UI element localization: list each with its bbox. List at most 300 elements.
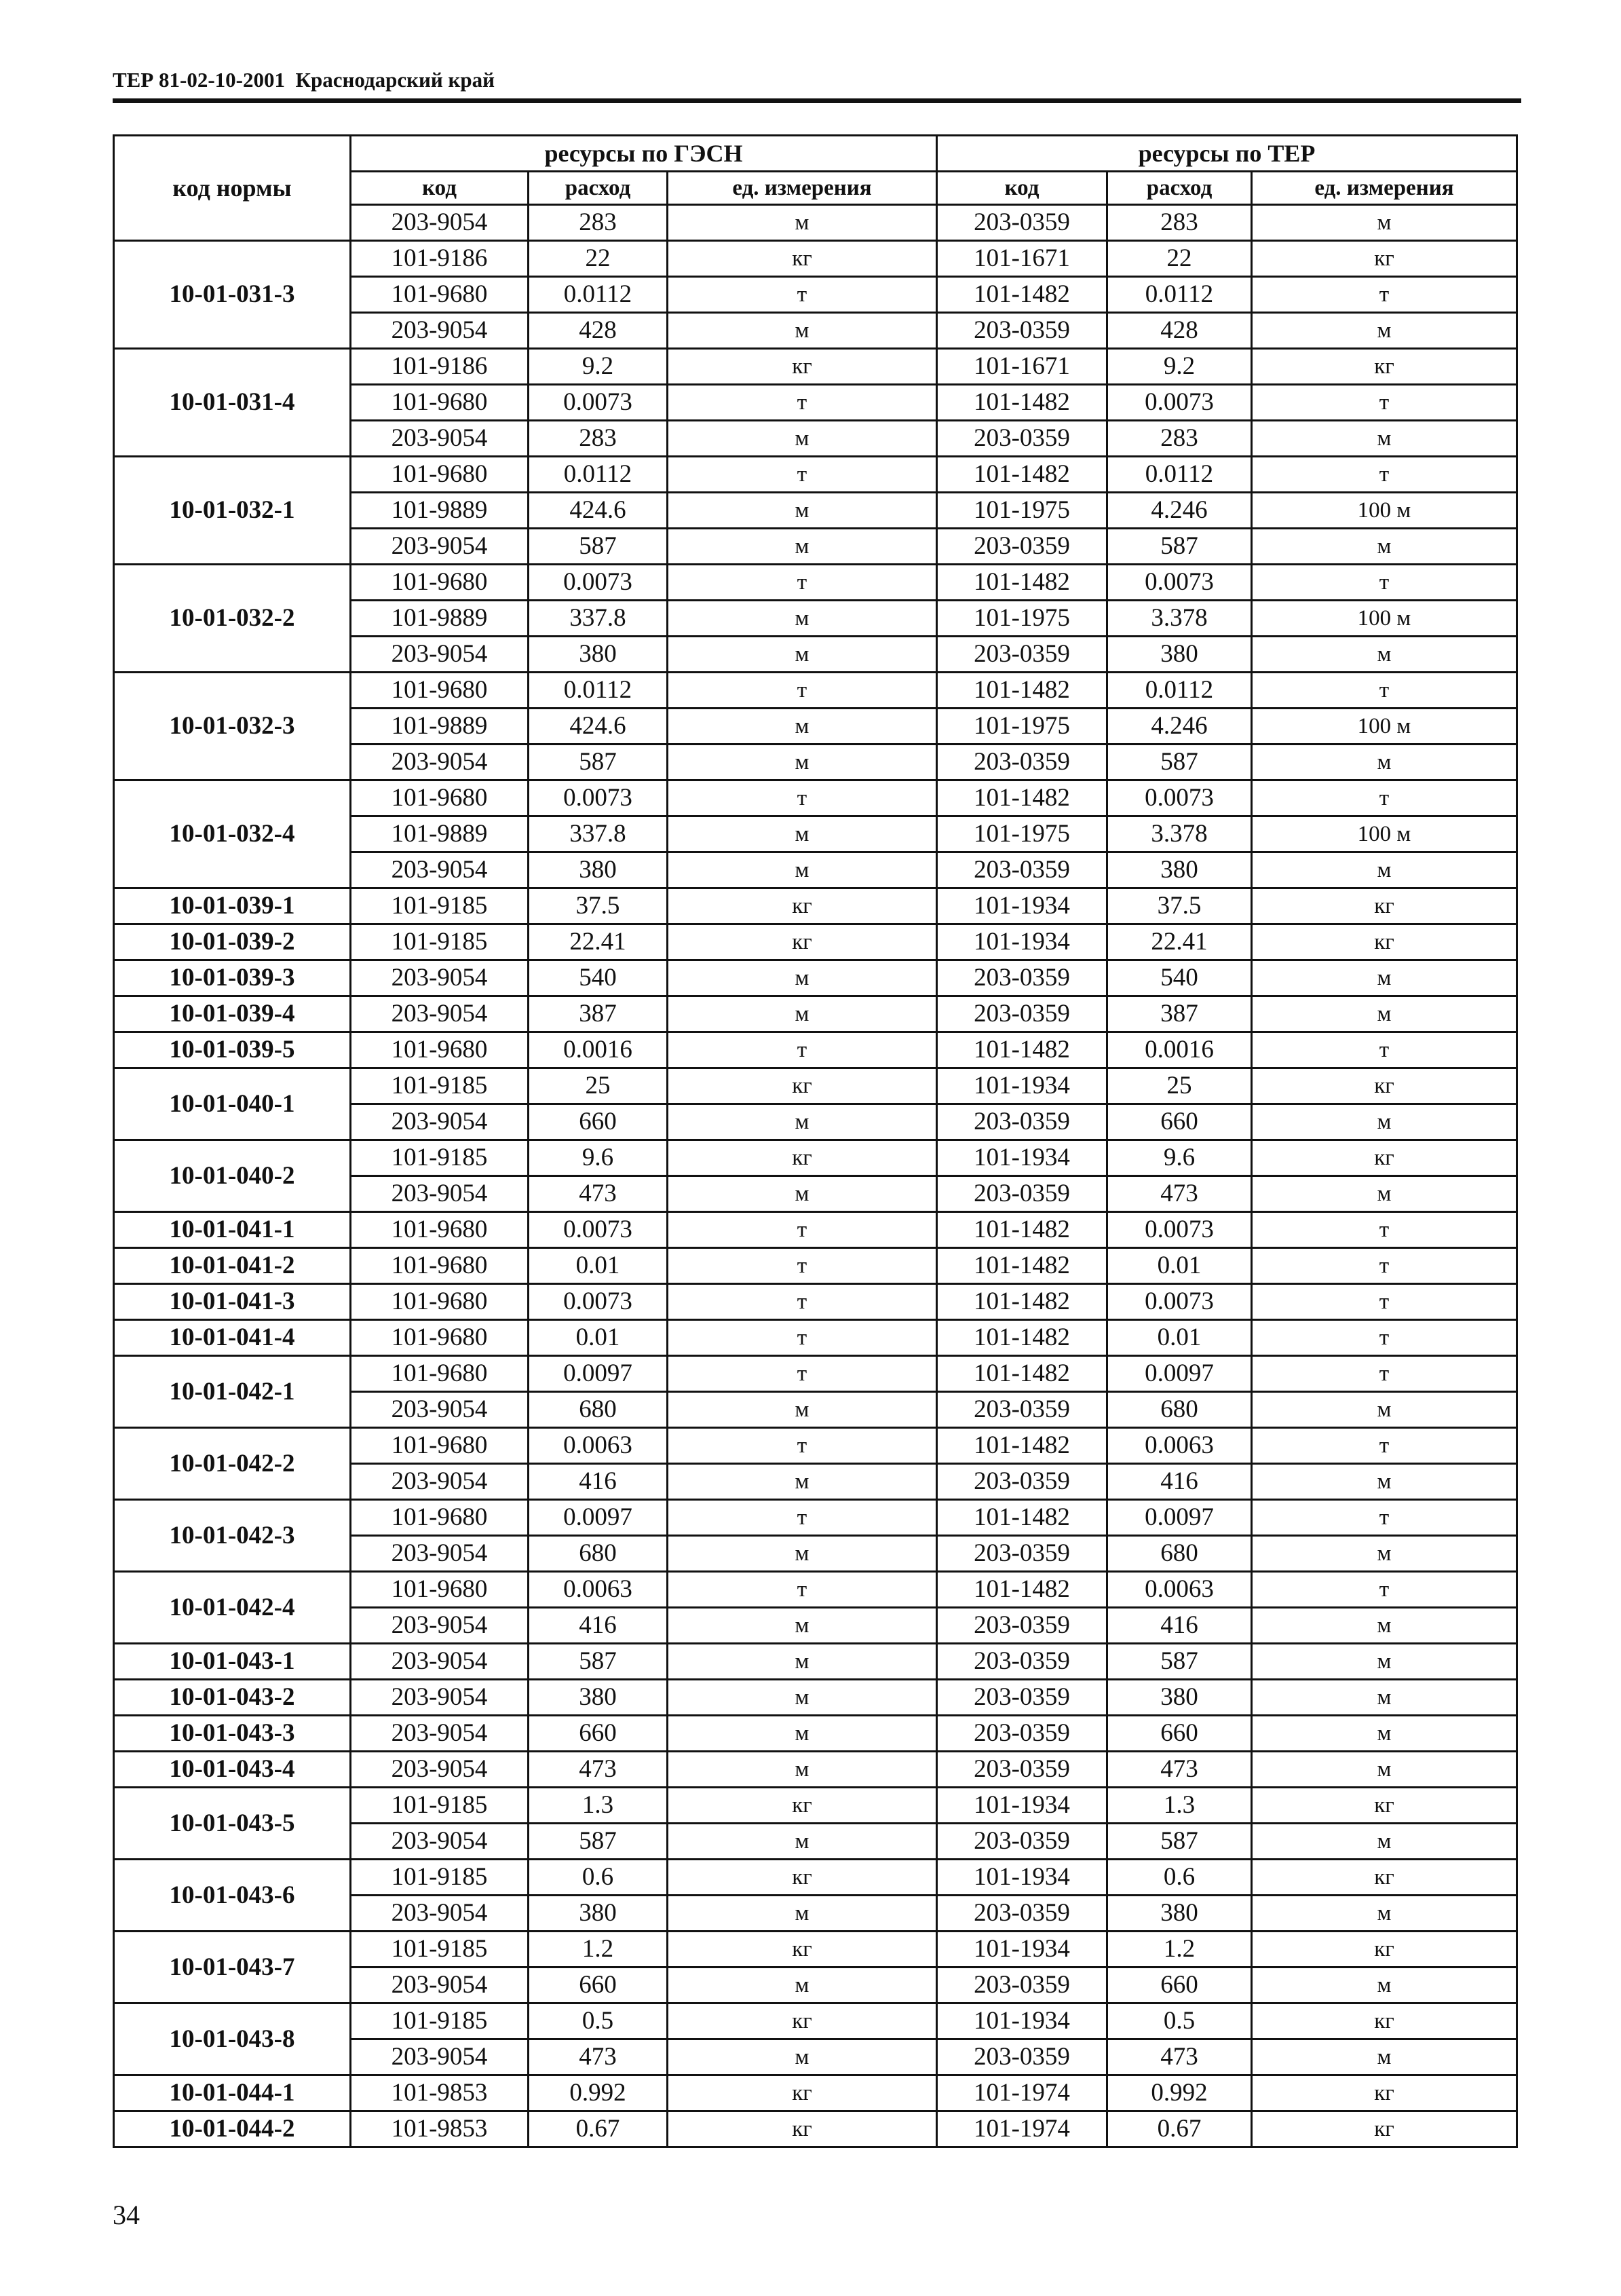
gesn-code-cell: 101-9185 bbox=[351, 1860, 529, 1896]
ter-code-cell: 101-1671 bbox=[937, 241, 1107, 277]
gesn-unit-cell: т bbox=[668, 457, 937, 493]
norm-code-cell: 10-01-032-1 bbox=[114, 457, 351, 565]
ter-amount-cell: 0.0112 bbox=[1107, 457, 1252, 493]
gesn-amount-cell: 380 bbox=[529, 852, 668, 888]
norm-code-cell: 10-01-032-2 bbox=[114, 565, 351, 673]
page-header-title: ТЕР 81-02-10-2001 Краснодарский край bbox=[113, 68, 495, 92]
norm-code-cell: 10-01-041-2 bbox=[114, 1248, 351, 1284]
gesn-amount-header: расход bbox=[529, 172, 668, 205]
gesn-amount-cell: 380 bbox=[529, 637, 668, 673]
norm-code-cell: 10-01-039-3 bbox=[114, 960, 351, 996]
ter-code-cell: 101-1482 bbox=[937, 673, 1107, 709]
ter-code-cell: 203-0359 bbox=[937, 852, 1107, 888]
norm-code-cell: 10-01-039-2 bbox=[114, 924, 351, 960]
ter-amount-cell: 387 bbox=[1107, 996, 1252, 1032]
ter-unit-cell: м bbox=[1252, 1104, 1517, 1140]
ter-unit-cell: кг bbox=[1252, 924, 1517, 960]
norm-code-cell: 10-01-043-7 bbox=[114, 1932, 351, 2003]
ter-unit-cell: 100 м bbox=[1252, 493, 1517, 529]
gesn-amount-cell: 0.0112 bbox=[529, 673, 668, 709]
table-row bbox=[114, 1284, 1517, 1320]
ter-code-cell: 203-0359 bbox=[937, 205, 1107, 241]
ter-code-cell: 203-0359 bbox=[937, 1824, 1107, 1860]
ter-amount-cell: 0.992 bbox=[1107, 2075, 1252, 2111]
gesn-amount-cell: 380 bbox=[529, 1680, 668, 1716]
ter-code-cell: 101-1482 bbox=[937, 277, 1107, 313]
ter-group-header: ресурсы по ТЕР bbox=[937, 136, 1517, 172]
gesn-amount-cell: 473 bbox=[529, 2039, 668, 2075]
gesn-amount-cell: 428 bbox=[529, 313, 668, 349]
gesn-amount-cell: 0.0073 bbox=[529, 565, 668, 601]
norm-code-header: код нормы bbox=[114, 136, 351, 241]
ter-amount-cell: 680 bbox=[1107, 1392, 1252, 1428]
gesn-amount-cell: 416 bbox=[529, 1608, 668, 1644]
ter-amount-cell: 9.2 bbox=[1107, 349, 1252, 385]
ter-amount-cell: 0.0073 bbox=[1107, 385, 1252, 421]
gesn-unit-cell: м bbox=[668, 745, 937, 780]
ter-amount-cell: 587 bbox=[1107, 529, 1252, 565]
gesn-code-cell: 203-9054 bbox=[351, 1392, 529, 1428]
ter-code-cell: 101-1482 bbox=[937, 1500, 1107, 1536]
gesn-unit-cell: м bbox=[668, 1896, 937, 1932]
ter-code-cell: 203-0359 bbox=[937, 1392, 1107, 1428]
gesn-amount-cell: 0.5 bbox=[529, 2003, 668, 2039]
gesn-unit-cell: м bbox=[668, 1464, 937, 1500]
gesn-unit-cell: м bbox=[668, 601, 937, 637]
ter-amount-cell: 428 bbox=[1107, 313, 1252, 349]
ter-amount-cell: 0.0073 bbox=[1107, 780, 1252, 816]
gesn-amount-cell: 0.0097 bbox=[529, 1356, 668, 1392]
gesn-unit-cell: т bbox=[668, 277, 937, 313]
ter-unit-cell: м bbox=[1252, 1680, 1517, 1716]
ter-amount-cell: 587 bbox=[1107, 745, 1252, 780]
gesn-amount-cell: 22 bbox=[529, 241, 668, 277]
gesn-unit-cell: кг bbox=[668, 888, 937, 924]
ter-code-cell: 101-1482 bbox=[937, 1356, 1107, 1392]
ter-amount-cell: 587 bbox=[1107, 1644, 1252, 1680]
ter-code-cell: 101-1934 bbox=[937, 1788, 1107, 1824]
ter-amount-cell: 0.5 bbox=[1107, 2003, 1252, 2039]
gesn-amount-cell: 424.6 bbox=[529, 709, 668, 745]
gesn-code-cell: 203-9054 bbox=[351, 996, 529, 1032]
ter-code-cell: 101-1975 bbox=[937, 601, 1107, 637]
ter-code-cell: 101-1934 bbox=[937, 1932, 1107, 1968]
ter-amount-cell: 680 bbox=[1107, 1536, 1252, 1572]
table-row bbox=[114, 1068, 1517, 1104]
ter-code-cell: 101-1934 bbox=[937, 2003, 1107, 2039]
gesn-amount-cell: 0.0063 bbox=[529, 1572, 668, 1608]
gesn-code-cell: 203-9054 bbox=[351, 205, 529, 241]
gesn-amount-cell: 0.0073 bbox=[529, 1212, 668, 1248]
ter-code-cell: 101-1974 bbox=[937, 2075, 1107, 2111]
gesn-amount-cell: 587 bbox=[529, 529, 668, 565]
gesn-amount-cell: 416 bbox=[529, 1464, 668, 1500]
table-head bbox=[114, 136, 1517, 241]
table-row bbox=[114, 1500, 1517, 1536]
gesn-unit-header: ед. измерения bbox=[668, 172, 937, 205]
gesn-unit-cell: м bbox=[668, 313, 937, 349]
ter-unit-cell: м bbox=[1252, 2039, 1517, 2075]
table-row bbox=[114, 1428, 1517, 1464]
ter-code-cell: 203-0359 bbox=[937, 996, 1107, 1032]
ter-amount-cell: 25 bbox=[1107, 1068, 1252, 1104]
table-row bbox=[114, 2111, 1517, 2147]
table-row bbox=[114, 996, 1517, 1032]
ter-amount-cell: 660 bbox=[1107, 1968, 1252, 2003]
gesn-unit-cell: т bbox=[668, 1428, 937, 1464]
gesn-amount-cell: 660 bbox=[529, 1104, 668, 1140]
gesn-unit-cell: кг bbox=[668, 924, 937, 960]
gesn-amount-cell: 424.6 bbox=[529, 493, 668, 529]
ter-unit-cell: м bbox=[1252, 205, 1517, 241]
gesn-amount-cell: 680 bbox=[529, 1392, 668, 1428]
ter-code-cell: 101-1975 bbox=[937, 816, 1107, 852]
ter-code-cell: 203-0359 bbox=[937, 1968, 1107, 2003]
table-row bbox=[114, 673, 1517, 709]
gesn-unit-cell: м bbox=[668, 1968, 937, 2003]
gesn-unit-cell: т bbox=[668, 1500, 937, 1536]
gesn-code-cell: 203-9054 bbox=[351, 637, 529, 673]
table-row bbox=[114, 565, 1517, 601]
ter-unit-cell: кг bbox=[1252, 1068, 1517, 1104]
gesn-unit-cell: м bbox=[668, 1752, 937, 1788]
ter-amount-cell: 0.0016 bbox=[1107, 1032, 1252, 1068]
ter-unit-cell: кг bbox=[1252, 2111, 1517, 2147]
gesn-code-cell: 101-9680 bbox=[351, 1572, 529, 1608]
ter-unit-cell: 100 м bbox=[1252, 816, 1517, 852]
ter-code-cell: 203-0359 bbox=[937, 313, 1107, 349]
ter-unit-cell: т bbox=[1252, 385, 1517, 421]
table-row bbox=[114, 1032, 1517, 1068]
gesn-amount-cell: 587 bbox=[529, 745, 668, 780]
table-row bbox=[114, 888, 1517, 924]
gesn-unit-cell: кг bbox=[668, 1140, 937, 1176]
gesn-amount-cell: 387 bbox=[529, 996, 668, 1032]
gesn-unit-cell: кг bbox=[668, 1068, 937, 1104]
ter-unit-cell: м bbox=[1252, 1896, 1517, 1932]
gesn-code-cell: 101-9185 bbox=[351, 1932, 529, 1968]
norm-code-cell: 10-01-042-3 bbox=[114, 1500, 351, 1572]
gesn-unit-cell: м bbox=[668, 1536, 937, 1572]
ter-unit-cell: м bbox=[1252, 1608, 1517, 1644]
gesn-unit-cell: кг bbox=[668, 2075, 937, 2111]
gesn-amount-cell: 337.8 bbox=[529, 816, 668, 852]
table-row bbox=[114, 349, 1517, 385]
table-row bbox=[114, 780, 1517, 816]
ter-amount-cell: 4.246 bbox=[1107, 493, 1252, 529]
gesn-amount-cell: 0.6 bbox=[529, 1860, 668, 1896]
ter-code-cell: 203-0359 bbox=[937, 1104, 1107, 1140]
ter-amount-cell: 0.0073 bbox=[1107, 1284, 1252, 1320]
ter-amount-cell: 9.6 bbox=[1107, 1140, 1252, 1176]
ter-code-cell: 203-0359 bbox=[937, 1896, 1107, 1932]
ter-amount-cell: 380 bbox=[1107, 852, 1252, 888]
ter-amount-cell: 1.2 bbox=[1107, 1932, 1252, 1968]
norm-code-cell: 10-01-044-1 bbox=[114, 2075, 351, 2111]
ter-unit-cell: м bbox=[1252, 1968, 1517, 2003]
ter-unit-cell: м bbox=[1252, 421, 1517, 457]
gesn-code-cell: 101-9680 bbox=[351, 1320, 529, 1356]
table-row bbox=[114, 2003, 1517, 2039]
ter-amount-cell: 37.5 bbox=[1107, 888, 1252, 924]
ter-unit-cell: т bbox=[1252, 1248, 1517, 1284]
ter-code-cell: 101-1934 bbox=[937, 924, 1107, 960]
ter-unit-cell: м bbox=[1252, 529, 1517, 565]
ter-unit-cell: м bbox=[1252, 1464, 1517, 1500]
gesn-amount-cell: 37.5 bbox=[529, 888, 668, 924]
ter-amount-cell: 0.0063 bbox=[1107, 1572, 1252, 1608]
table-row bbox=[114, 1356, 1517, 1392]
ter-amount-cell: 0.01 bbox=[1107, 1320, 1252, 1356]
ter-amount-cell: 283 bbox=[1107, 205, 1252, 241]
gesn-amount-cell: 473 bbox=[529, 1752, 668, 1788]
gesn-amount-cell: 0.67 bbox=[529, 2111, 668, 2147]
ter-code-cell: 101-1974 bbox=[937, 2111, 1107, 2147]
ter-amount-cell: 1.3 bbox=[1107, 1788, 1252, 1824]
norm-code-cell: 10-01-039-5 bbox=[114, 1032, 351, 1068]
ter-amount-cell: 380 bbox=[1107, 1896, 1252, 1932]
norm-code-cell: 10-01-040-2 bbox=[114, 1140, 351, 1212]
ter-code-cell: 203-0359 bbox=[937, 1644, 1107, 1680]
ter-code-cell: 101-1482 bbox=[937, 1032, 1107, 1068]
gesn-amount-cell: 9.2 bbox=[529, 349, 668, 385]
ter-unit-cell: т bbox=[1252, 1572, 1517, 1608]
gesn-code-cell: 203-9054 bbox=[351, 529, 529, 565]
ter-unit-cell: м bbox=[1252, 852, 1517, 888]
ter-code-cell: 203-0359 bbox=[937, 1536, 1107, 1572]
ter-amount-cell: 0.0073 bbox=[1107, 565, 1252, 601]
gesn-code-cell: 101-9680 bbox=[351, 1032, 529, 1068]
gesn-code-cell: 203-9054 bbox=[351, 1176, 529, 1212]
ter-unit-cell: 100 м bbox=[1252, 601, 1517, 637]
ter-code-cell: 203-0359 bbox=[937, 529, 1107, 565]
norm-code-cell: 10-01-043-8 bbox=[114, 2003, 351, 2075]
gesn-amount-cell: 22.41 bbox=[529, 924, 668, 960]
ter-amount-cell: 416 bbox=[1107, 1464, 1252, 1500]
gesn-amount-cell: 587 bbox=[529, 1824, 668, 1860]
norm-code-cell: 10-01-042-2 bbox=[114, 1428, 351, 1500]
gesn-unit-cell: м bbox=[668, 1716, 937, 1752]
ter-amount-cell: 22 bbox=[1107, 241, 1252, 277]
gesn-code-cell: 101-9680 bbox=[351, 385, 529, 421]
norm-code-cell: 10-01-032-3 bbox=[114, 673, 351, 780]
gesn-amount-cell: 0.0112 bbox=[529, 457, 668, 493]
ter-code-cell: 203-0359 bbox=[937, 421, 1107, 457]
ter-code-cell: 101-1482 bbox=[937, 565, 1107, 601]
gesn-unit-cell: м bbox=[668, 1608, 937, 1644]
ter-amount-cell: 416 bbox=[1107, 1608, 1252, 1644]
table-row bbox=[114, 1860, 1517, 1896]
gesn-code-cell: 203-9054 bbox=[351, 1680, 529, 1716]
gesn-code-cell: 203-9054 bbox=[351, 1464, 529, 1500]
gesn-code-cell: 203-9054 bbox=[351, 1968, 529, 2003]
ter-code-cell: 101-1482 bbox=[937, 1248, 1107, 1284]
gesn-unit-cell: м bbox=[668, 2039, 937, 2075]
table-row bbox=[114, 1248, 1517, 1284]
gesn-unit-cell: т bbox=[668, 385, 937, 421]
norm-code-cell: 10-01-043-5 bbox=[114, 1788, 351, 1860]
table-row bbox=[114, 1644, 1517, 1680]
ter-amount-cell: 660 bbox=[1107, 1716, 1252, 1752]
gesn-amount-cell: 0.01 bbox=[529, 1320, 668, 1356]
norm-code-cell: 10-01-044-2 bbox=[114, 2111, 351, 2147]
ter-amount-cell: 0.0097 bbox=[1107, 1356, 1252, 1392]
gesn-code-cell: 203-9054 bbox=[351, 421, 529, 457]
gesn-amount-cell: 380 bbox=[529, 1896, 668, 1932]
gesn-code-cell: 203-9054 bbox=[351, 2039, 529, 2075]
gesn-amount-cell: 0.992 bbox=[529, 2075, 668, 2111]
gesn-amount-cell: 0.0016 bbox=[529, 1032, 668, 1068]
ter-code-cell: 203-0359 bbox=[937, 2039, 1107, 2075]
gesn-unit-cell: кг bbox=[668, 1860, 937, 1896]
gesn-unit-cell: м bbox=[668, 637, 937, 673]
ter-unit-cell: т bbox=[1252, 1500, 1517, 1536]
ter-unit-cell: м bbox=[1252, 637, 1517, 673]
gesn-unit-cell: м bbox=[668, 493, 937, 529]
ter-code-cell: 203-0359 bbox=[937, 1464, 1107, 1500]
ter-code-cell: 203-0359 bbox=[937, 1608, 1107, 1644]
ter-code-cell: 203-0359 bbox=[937, 960, 1107, 996]
gesn-unit-cell: м bbox=[668, 1644, 937, 1680]
norm-code-cell: 10-01-040-1 bbox=[114, 1068, 351, 1140]
gesn-code-cell: 101-9680 bbox=[351, 1356, 529, 1392]
ter-unit-cell: м bbox=[1252, 960, 1517, 996]
gesn-code-cell: 101-9185 bbox=[351, 2003, 529, 2039]
ter-code-cell: 101-1482 bbox=[937, 780, 1107, 816]
norm-code-cell: 10-01-043-3 bbox=[114, 1716, 351, 1752]
gesn-code-cell: 101-9186 bbox=[351, 349, 529, 385]
ter-amount-cell: 3.378 bbox=[1107, 816, 1252, 852]
table-row bbox=[114, 1140, 1517, 1176]
gesn-amount-cell: 473 bbox=[529, 1176, 668, 1212]
ter-unit-cell: т bbox=[1252, 1212, 1517, 1248]
ter-unit-cell: кг bbox=[1252, 241, 1517, 277]
norm-code-cell: 10-01-043-6 bbox=[114, 1860, 351, 1932]
ter-unit-header: ед. измерения bbox=[1252, 172, 1517, 205]
table-row bbox=[114, 2075, 1517, 2111]
ter-code-cell: 101-1934 bbox=[937, 1860, 1107, 1896]
ter-code-cell: 203-0359 bbox=[937, 1176, 1107, 1212]
ter-code-cell: 101-1975 bbox=[937, 709, 1107, 745]
gesn-unit-cell: м bbox=[668, 709, 937, 745]
gesn-code-cell: 101-9680 bbox=[351, 565, 529, 601]
ter-unit-cell: м bbox=[1252, 1752, 1517, 1788]
table-row bbox=[114, 1320, 1517, 1356]
gesn-code-cell: 203-9054 bbox=[351, 852, 529, 888]
gesn-code-cell: 203-9054 bbox=[351, 313, 529, 349]
ter-amount-cell: 587 bbox=[1107, 1824, 1252, 1860]
gesn-amount-cell: 660 bbox=[529, 1968, 668, 2003]
ter-unit-cell: м bbox=[1252, 745, 1517, 780]
gesn-unit-cell: м bbox=[668, 960, 937, 996]
gesn-code-cell: 101-9185 bbox=[351, 1068, 529, 1104]
ter-amount-cell: 473 bbox=[1107, 1752, 1252, 1788]
ter-amount-cell: 473 bbox=[1107, 2039, 1252, 2075]
gesn-amount-cell: 0.0097 bbox=[529, 1500, 668, 1536]
gesn-unit-cell: м bbox=[668, 852, 937, 888]
ter-unit-cell: м bbox=[1252, 1392, 1517, 1428]
ter-unit-cell: т bbox=[1252, 780, 1517, 816]
gesn-amount-cell: 283 bbox=[529, 205, 668, 241]
ter-code-cell: 101-1482 bbox=[937, 1320, 1107, 1356]
gesn-code-cell: 101-9889 bbox=[351, 709, 529, 745]
gesn-code-cell: 101-9680 bbox=[351, 1500, 529, 1536]
ter-amount-cell: 4.246 bbox=[1107, 709, 1252, 745]
gesn-unit-cell: кг bbox=[668, 1932, 937, 1968]
ter-unit-cell: м bbox=[1252, 313, 1517, 349]
norm-code-cell: 10-01-039-4 bbox=[114, 996, 351, 1032]
gesn-unit-cell: т bbox=[668, 780, 937, 816]
norm-code-cell: 10-01-032-4 bbox=[114, 780, 351, 888]
table-row bbox=[114, 1716, 1517, 1752]
gesn-code-cell: 101-9680 bbox=[351, 1248, 529, 1284]
ter-amount-cell: 0.0063 bbox=[1107, 1428, 1252, 1464]
ter-unit-cell: т bbox=[1252, 1428, 1517, 1464]
ter-unit-cell: м bbox=[1252, 996, 1517, 1032]
gesn-code-cell: 203-9054 bbox=[351, 1608, 529, 1644]
table-row bbox=[114, 1932, 1517, 1968]
gesn-code-cell: 101-9680 bbox=[351, 277, 529, 313]
gesn-code-cell: 203-9054 bbox=[351, 1716, 529, 1752]
gesn-amount-cell: 0.0112 bbox=[529, 277, 668, 313]
ter-amount-header: расход bbox=[1107, 172, 1252, 205]
norm-code-cell: 10-01-041-1 bbox=[114, 1212, 351, 1248]
gesn-unit-cell: м bbox=[668, 1392, 937, 1428]
gesn-code-cell: 101-9680 bbox=[351, 1212, 529, 1248]
table-row bbox=[114, 1212, 1517, 1248]
gesn-unit-cell: м bbox=[668, 1104, 937, 1140]
gesn-unit-cell: т bbox=[668, 1284, 937, 1320]
gesn-code-cell: 203-9054 bbox=[351, 1752, 529, 1788]
ter-unit-cell: т bbox=[1252, 565, 1517, 601]
ter-code-cell: 101-1482 bbox=[937, 1284, 1107, 1320]
gesn-unit-cell: м bbox=[668, 816, 937, 852]
norm-code-cell: 10-01-041-4 bbox=[114, 1320, 351, 1356]
table-row bbox=[114, 1752, 1517, 1788]
gesn-unit-cell: м bbox=[668, 529, 937, 565]
norm-code-cell: 10-01-041-3 bbox=[114, 1284, 351, 1320]
ter-unit-cell: т bbox=[1252, 277, 1517, 313]
ter-unit-cell: кг bbox=[1252, 2003, 1517, 2039]
gesn-code-cell: 101-9185 bbox=[351, 924, 529, 960]
norm-code-cell: 10-01-043-1 bbox=[114, 1644, 351, 1680]
resources-table bbox=[113, 134, 1518, 2148]
page-number: 34 bbox=[113, 2200, 140, 2230]
ter-unit-cell: кг bbox=[1252, 888, 1517, 924]
table-row bbox=[114, 960, 1517, 996]
gesn-amount-cell: 337.8 bbox=[529, 601, 668, 637]
norm-code-cell: 10-01-039-1 bbox=[114, 888, 351, 924]
gesn-amount-cell: 25 bbox=[529, 1068, 668, 1104]
gesn-code-cell: 101-9889 bbox=[351, 493, 529, 529]
ter-unit-cell: 100 м bbox=[1252, 709, 1517, 745]
gesn-code-cell: 101-9680 bbox=[351, 780, 529, 816]
ter-amount-cell: 0.0112 bbox=[1107, 673, 1252, 709]
ter-unit-cell: т bbox=[1252, 673, 1517, 709]
gesn-unit-cell: т bbox=[668, 673, 937, 709]
table-row bbox=[114, 1572, 1517, 1608]
gesn-amount-cell: 660 bbox=[529, 1716, 668, 1752]
gesn-code-cell: 203-9054 bbox=[351, 1896, 529, 1932]
ter-code-cell: 101-1934 bbox=[937, 888, 1107, 924]
ter-unit-cell: м bbox=[1252, 1716, 1517, 1752]
ter-code-cell: 203-0359 bbox=[937, 637, 1107, 673]
ter-amount-cell: 22.41 bbox=[1107, 924, 1252, 960]
gesn-unit-cell: т bbox=[668, 1572, 937, 1608]
table-row bbox=[114, 1680, 1517, 1716]
gesn-code-cell: 203-9054 bbox=[351, 1644, 529, 1680]
ter-code-cell: 203-0359 bbox=[937, 1752, 1107, 1788]
